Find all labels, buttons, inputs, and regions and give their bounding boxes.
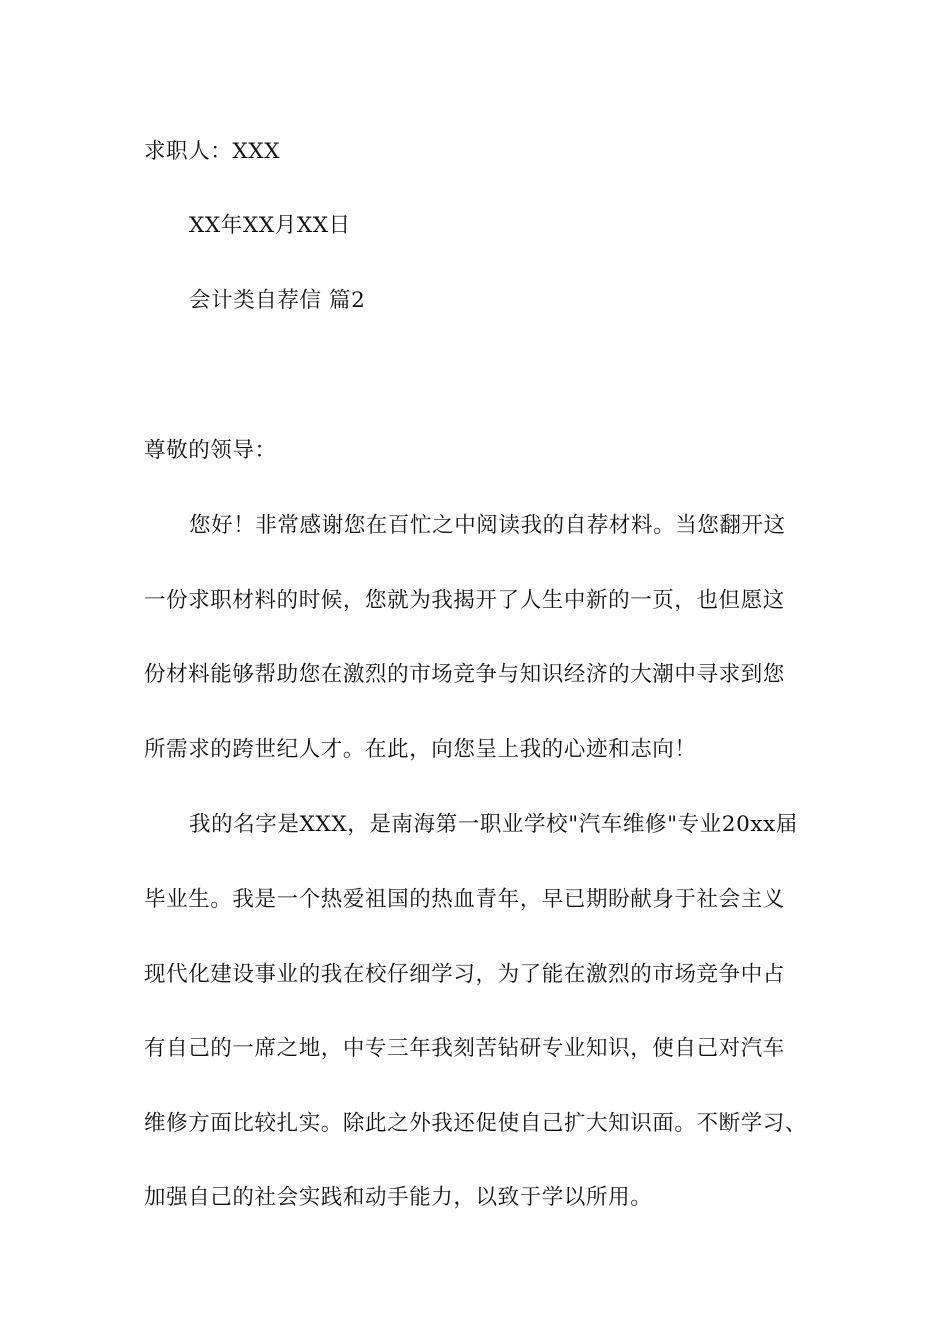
paragraph-1-line-3: 份材料能够帮助您在激烈的市场竞争与知识经济的大潮中寻求到您 [144, 662, 785, 687]
salutation: 尊敬的领导： [144, 438, 277, 463]
paragraph-1-line-2: 一份求职材料的时候，您就为我揭开了人生中新的一页，也但愿这 [144, 588, 785, 613]
paragraph-2-line-1: 我的名字是XXX，是南海第一职业学校"汽车维修"专业20xx届 [189, 812, 798, 837]
section-heading: 会计类自荐信 篇2 [189, 288, 366, 313]
signature-line: 求职人：XXX [144, 139, 281, 164]
paragraph-2-line-4: 有自己的一席之地，中专三年我刻苦钻研专业知识，使自己对汽车 [144, 1036, 785, 1061]
paragraph-2-line-5: 维修方面比较扎实。除此之外我还促使自己扩大知识面。不断学习、 [144, 1111, 808, 1136]
paragraph-1-line-4: 所需求的跨世纪人才。在此，向您呈上我的心迹和志向！ [144, 737, 697, 762]
date-line: XX年XX月XX日 [189, 213, 351, 238]
paragraph-2-line-2: 毕业生。我是一个热爱祖国的热血青年，早已期盼献身于社会主义 [144, 887, 785, 912]
paragraph-1-line-1: 您好！非常感谢您在百忙之中阅读我的自荐材料。当您翻开这 [189, 513, 786, 538]
paragraph-2-line-3: 现代化建设事业的我在校仔细学习，为了能在激烈的市场竞争中占 [144, 962, 785, 987]
paragraph-2-line-6: 加强自己的社会实践和动手能力，以致于学以所用。 [144, 1185, 653, 1210]
